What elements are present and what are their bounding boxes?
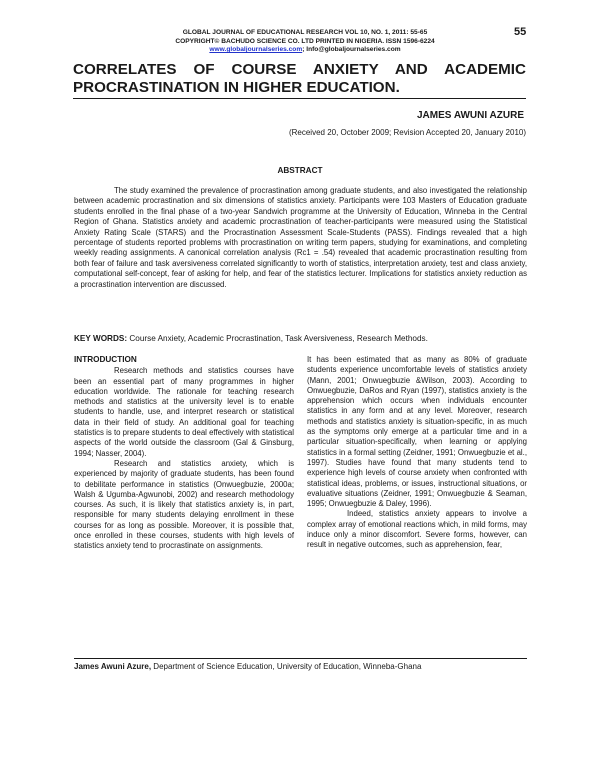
left-column [74, 355, 294, 552]
abstract-text: The study examined the prevalence of procrastination among graduate students, and also investigated the relationship between academic procrastination and six dimensions of statistics anxiety. Participants were 103 Masters of Education graduate students enrolled in the final phase of a two-year Sandwich programme at the University of Education, Winneba in the Central Region of Ghana. Statistics anxiety and academic procrastination of teacher-participants were measured using the Statistical Anxiety Rating Scale (STARS) and the Procrastination Assessment Scale-Students (PASS). Findings revealed that a high percentage of students reported problems with procrastination on writing term papers, studying for examinations, and completing weekly reading assignments. A canonical correlation analysis (Rc1 = .54) revealed that academic procrastination resulting from both fear of failure and task aversiveness correlated significantly to worth of statistics, interpretation anxiety, test and class anxiety, computational self-concept, fear of asking for help, and fear of the statistics lecturer. Implications for statistics anxiety reduction as a procrastination intervention are discussed. [74, 186, 527, 289]
journal-citation: GLOBAL JOURNAL OF EDUCATIONAL RESEARCH VOL 10, NO. 1, 2011: 55-65 [182, 29, 428, 36]
paragraph: Research and statistics anxiety, which is experienced by majority of graduate students, has been found to debilitate performance in statistics (Onwuegbuzie, 2000a; Walsh & Ugumba-Agwunobi, 2002) and research methodology courses. As such, it is likely that statistics anxiety is, in part, responsible for many students delaying enrollment in these courses for as long as possible. Moreover, it is possible that, once enrolled in these courses, students with high levels of statistics anxiety tend to procrastinate on assignments. [74, 458, 294, 551]
keywords-label: KEY WORDS: [74, 334, 128, 343]
page-number: 55 [514, 26, 527, 38]
paragraph: Research methods and statistics courses have been an essential part of many programmes in higher education worldwide. The rationale for teaching research methods and statistics at the university level is to enable students to handle, use, and interpret research or statistical data in their field of study. An additional goal for teaching statistics is to prepare students to deal effectively with statistical aspects of the world outside the classroom (Gal & Ginsburg, 1994; Nasser, 2004). [74, 366, 294, 458]
received-dates: (Received 20, October 2009; Revision Accepted 20, January 2010) [288, 128, 526, 137]
abstract-heading: ABSTRACT [277, 166, 323, 175]
right-column [307, 355, 527, 551]
footnote-author: James Awuni Azure, [74, 662, 152, 671]
contact-line [100, 46, 510, 55]
author-name: JAMES AWUNI AZURE [416, 110, 524, 121]
paragraph: Indeed, statistics anxiety appears to involve a complex array of emotional reactions which, in mild forms, may induce only a minor discomfort. Severe forms, however, can result in negative outcomes, such as apprehension, fear, [307, 509, 527, 550]
footnote-affiliation: Department of Science Education, University of Education, Winneba-Ghana [151, 662, 422, 671]
introduction-heading: INTRODUCTION [74, 355, 137, 364]
journal-header [100, 29, 510, 55]
email-text: ; Info@globaljournalseries.com [302, 46, 401, 54]
author-affiliation-footnote [74, 658, 527, 671]
keywords [74, 334, 527, 343]
paper-title: CORRELATES OF COURSE ANXIETY AND ACADEMIC PROCRASTINATION IN HIGHER EDUCATION. [73, 61, 526, 99]
keywords-list: Course Anxiety, Academic Procrastination, Task Aversiveness, Research Methods. [127, 334, 428, 343]
website-link[interactable]: www.globaljournalseries.com [209, 46, 303, 54]
copyright-line: COPYRIGHT© BACHUDO SCIENCE CO. LTD PRINTED IN NIGERIA. ISSN 1596-6224 [175, 37, 435, 45]
paragraph: It has been estimated that as many as 80% of graduate students experience uncomfortable levels of statistics anxiety (Mann, 2001; Onwuegbuzie &Wilson, 2003). According to Onwuegbuzie, DaRos and Ryan (1997), statistics anxiety is the apprehension which occurs when individuals encounter statistics in any form and at any level. Moreover, research methods and statistics anxiety is situation-specific, in as much as the symptoms only emerge at a particular time and in a particular situation-specifically, when learning or applying statistics in a formal setting (Zeidner, 1991; Onwuegbuzie et al., 1997). Studies have found that many students tend to experience high levels of course anxiety when confronted with statistical ideas, problems, or issues, instructional situations, or evaluative situations (Zeidner, 1991; Onwuegbuzie & Seaman, 1995; Onwuegbuzie & Daley, 1996). [307, 355, 527, 509]
